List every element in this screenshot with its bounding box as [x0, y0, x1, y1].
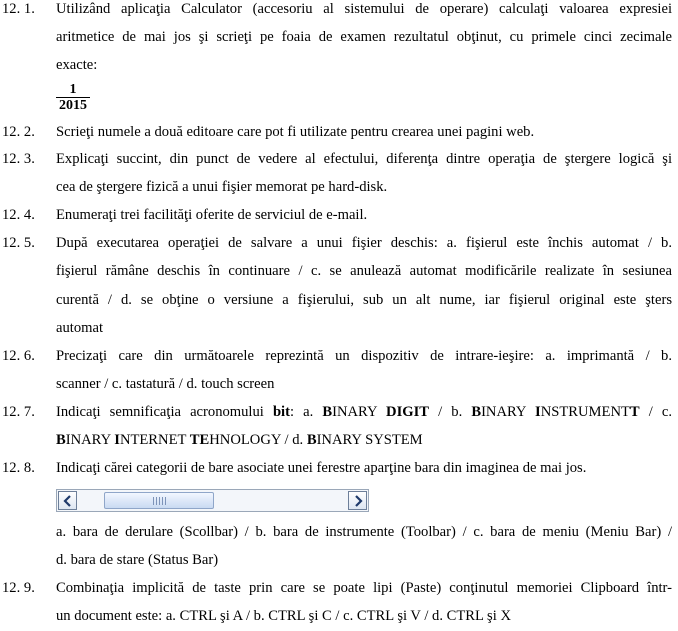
- question-number: 12. 6.: [2, 348, 35, 364]
- chevron-left-icon: [63, 495, 73, 507]
- question-text-line: Utilizând aplicaţia Calculator (accesoriu al sistemului de operare) calculaţi valoarea expresiei: [56, 1, 672, 17]
- question-text-line: Combinaţia implicită de taste prin care se poate lipi (Paste) conţinutul memoriei Clipboard într-: [56, 580, 672, 596]
- question-text-line: a. bara de derulare (Scollbar) / b. bara de instrumente (Toolbar) / c. bara de meniu (Meniu Bar) /: [56, 524, 672, 540]
- question-number: 12. 8.: [2, 460, 35, 476]
- question-number: 12. 9.: [2, 580, 35, 596]
- chevron-right-icon: [353, 495, 363, 507]
- question-text-line: curentă / d. se obţine o versiune a fişierului, sub un alt nume, iar fişierul original este şters: [56, 292, 672, 308]
- fraction-numerator: 1: [69, 82, 77, 97]
- fraction-denominator: 2015: [59, 98, 87, 113]
- question-number: 12. 5.: [2, 235, 35, 251]
- question-number: 12. 1.: [2, 1, 35, 17]
- question-text-line: aritmetice de mai jos şi scrieţi pe foaia de examen rezultatul obţinut, cu primele cinci zecimale: [56, 29, 672, 45]
- grip-icon: [153, 497, 166, 505]
- question-text-line: exacte:: [56, 57, 98, 73]
- question-number: 12. 2.: [2, 124, 35, 140]
- question-text-line: cea de ştergere fizică a unui fişier memorat pe hard-disk.: [56, 179, 388, 195]
- question-number: 12. 3.: [2, 151, 35, 167]
- question-number: 12. 7.: [2, 404, 35, 420]
- question-text-line: Enumeraţi trei facilităţi oferite de serviciul de e-mail.: [56, 207, 368, 223]
- scroll-right-button: [348, 491, 367, 510]
- question-text-line: Indicaţi cărei categorii de bare asociate unei ferestre aparţine bara din imaginea de mai jos.: [56, 460, 587, 476]
- scroll-left-button: [58, 491, 77, 510]
- question-text-line: un document este: a. CTRL şi A / b. CTRL şi C / c. CTRL şi V / d. CTRL şi X: [56, 608, 511, 624]
- question-text-line: automat: [56, 320, 104, 336]
- question-text-line: scanner / c. tastatură / d. touch screen: [56, 376, 275, 392]
- scroll-thumb: [104, 492, 214, 509]
- question-text-line: d. bara de stare (Status Bar): [56, 552, 219, 568]
- question-text-line: Explicaţi succint, din punct de vedere al efectului, diferenţa dintre operaţia de ştergere logică şi: [56, 151, 672, 167]
- fraction-expression: [56, 82, 90, 114]
- question-text-line: fişierul rămâne deschis în continuare / c. se anulează automat modificările realizate în sesiunea: [56, 263, 672, 279]
- question-text-line: BINARY INTERNET TEHNOLOGY / d. BINARY SYSTEM: [56, 432, 423, 448]
- question-text-line: Scrieţi numele a două editoare care pot fi utilizate pentru crearea unei pagini web.: [56, 124, 535, 140]
- question-text-line: După executarea operaţiei de salvare a unui fişier deschis: a. fişierul este închis automat / b.: [56, 235, 672, 251]
- horizontal-scrollbar-image: [56, 489, 369, 512]
- question-text-line: Precizaţi care din următoarele reprezintă un dispozitiv de intrare-ieşire: a. imprimantă / b.: [56, 348, 672, 364]
- question-text-line: Indicaţi semnificaţia acronomului bit: a. BINARY DIGIT / b. BINARY INSTRUMENTT / c.: [56, 404, 673, 420]
- question-number: 12. 4.: [2, 207, 35, 223]
